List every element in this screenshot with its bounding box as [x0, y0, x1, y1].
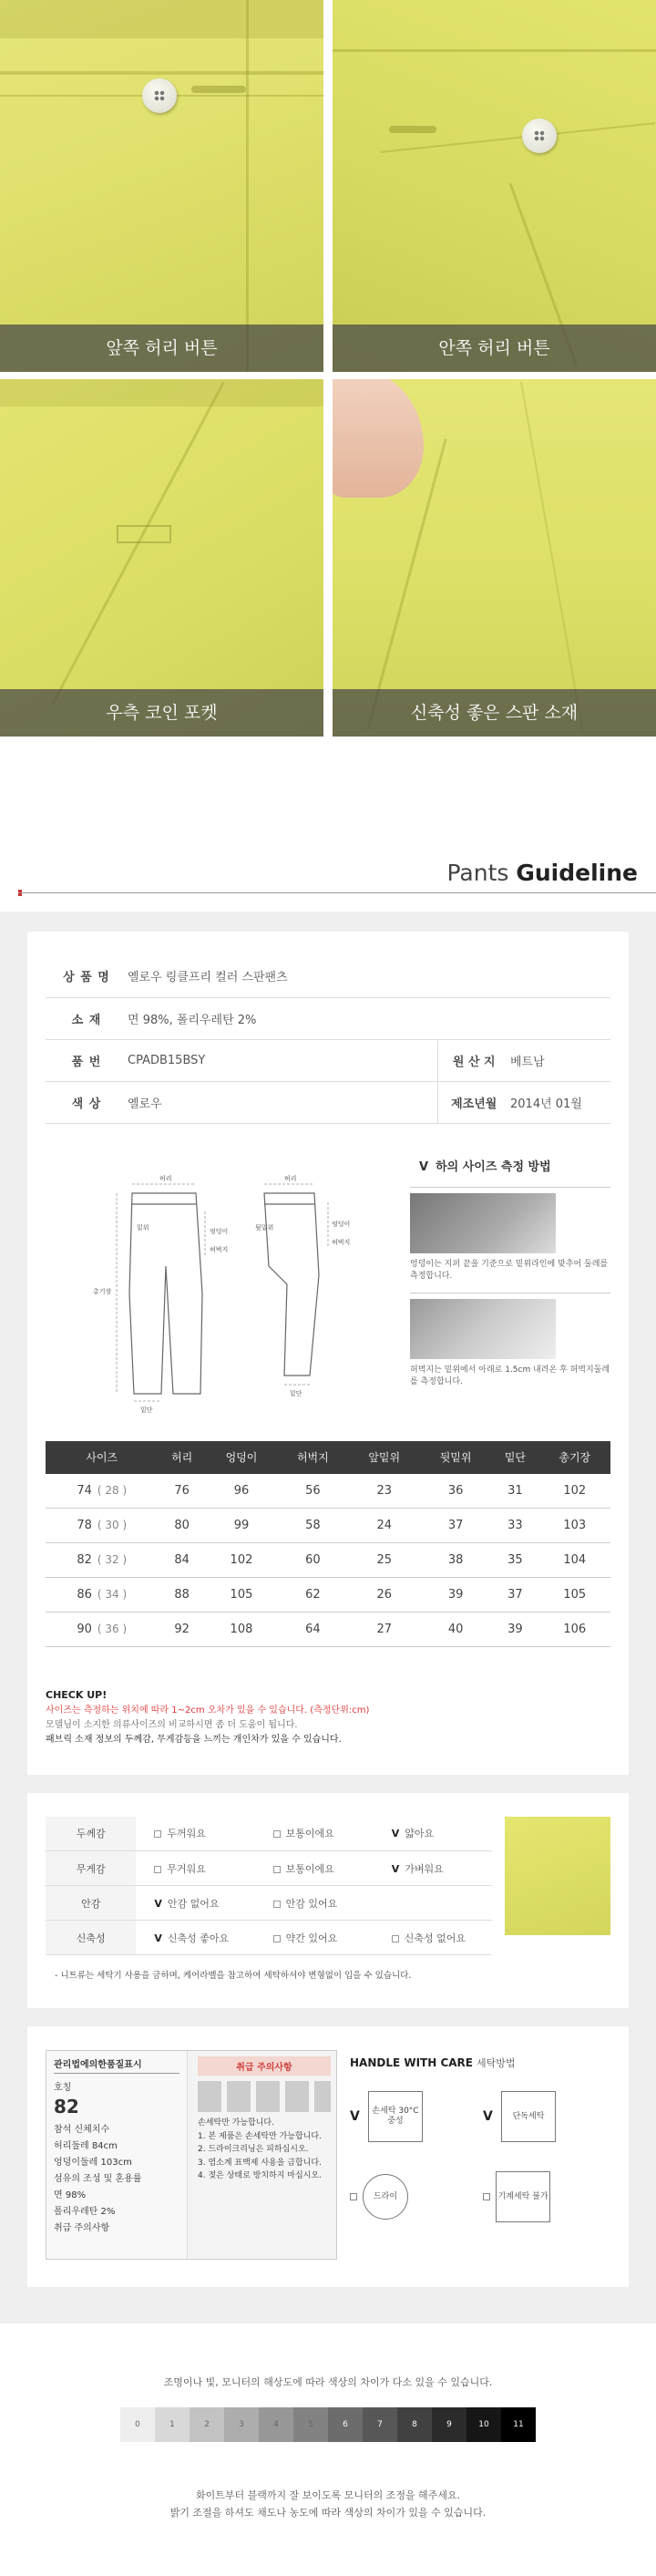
hand-image — [333, 379, 424, 498]
check-up-line: 모델님이 소지한 의류사이즈의 비교하시면 좀 더 도움이 됩니다. — [46, 1719, 298, 1730]
wash-symbol-icon: 손세탁 30°C 중성 — [368, 2091, 423, 2142]
measure-cell: 105 — [539, 1578, 610, 1613]
checkbox-icon — [273, 1830, 281, 1838]
measure-cell: 40 — [420, 1613, 491, 1647]
fabric-option-label: 안감 없어요 — [167, 1897, 220, 1910]
tag-line: 면 98% — [54, 2190, 87, 2201]
diagram-label: 밑위 — [137, 1223, 149, 1231]
fabric-option — [374, 1851, 492, 1886]
product-name: 옐로우 링클프리 컬러 스판팬츠 — [128, 955, 610, 997]
fabric-option-label: 안감 있어요 — [285, 1897, 338, 1910]
measure-cell: 84 — [159, 1543, 206, 1578]
spec-label: 상 품 명 — [46, 955, 128, 997]
product-date: 2014년 01월 — [510, 1081, 610, 1123]
hip-measure-photo — [410, 1193, 556, 1253]
calibration-note: 화이트부터 블랙까지 잘 보이도록 모니터의 조정을 해주세요. — [195, 2489, 461, 2502]
measure-cell: 37 — [420, 1509, 491, 1543]
front-waist-button-photo — [0, 0, 323, 372]
checkbox-icon — [483, 2193, 490, 2200]
tag-line: 허리둘레 84cm — [54, 2141, 118, 2152]
color-swatch — [505, 1817, 610, 1935]
warning-line: 3. 염소계 표백제 사용을 금합니다. — [198, 2158, 322, 2168]
measure-cell: 64 — [277, 1613, 348, 1647]
measure-guide — [401, 1157, 610, 1421]
calibration-note: 조명이나 빛, 모니터의 해상도에 따라 색상의 차이가 다소 있을 수 있습니다. — [163, 2376, 493, 2389]
gray-scale-step: 11 — [501, 2407, 536, 2442]
fabric-row — [46, 1817, 492, 1851]
measure-cell: 105 — [206, 1578, 277, 1613]
calibration-note: 밝기 조절을 하셔도 채도나 농도에 따라 색상의 차이가 있을 수 있습니다. — [169, 2506, 487, 2519]
measure-cell: 103 — [539, 1509, 610, 1543]
fabric-label: 무게감 — [46, 1851, 136, 1886]
size-value: 82 — [77, 1553, 92, 1567]
measure-cell: 58 — [277, 1509, 348, 1543]
divider — [18, 892, 656, 893]
gray-scale-step: 8 — [397, 2407, 432, 2442]
fabric-option-label: 보통이에요 — [285, 1862, 334, 1875]
warning-line: 1. 본 제품은 손세탁만 가능합니다. — [198, 2131, 322, 2141]
measure-cell: 31 — [491, 1474, 538, 1509]
size-cell — [46, 1474, 159, 1509]
size-row — [46, 1509, 610, 1543]
size-cell — [46, 1509, 159, 1543]
size-row — [46, 1578, 610, 1613]
product-fabric: 면 98%, 폴리우레탄 2% — [128, 997, 610, 1039]
check-up-note — [46, 1687, 610, 1747]
size-table — [46, 1441, 610, 1648]
spec-label: 원 산 지 — [437, 1039, 510, 1081]
size-column-header: 엉덩이 — [206, 1441, 277, 1474]
gray-scale-step: 0 — [120, 2407, 155, 2442]
fabric-table — [46, 1817, 492, 1956]
inner-waist-button-photo — [333, 0, 656, 372]
checkbox-icon — [154, 1830, 161, 1838]
checkbox-icon — [154, 1866, 161, 1873]
check-up-line: 사이즈는 측정하는 위치에 따라 1~2cm 오차가 있을 수 있습니다. (측정단위:cm) — [46, 1705, 370, 1716]
measure-cell: 27 — [349, 1613, 420, 1647]
care-label-photo — [46, 2050, 337, 2260]
measure-cell: 96 — [206, 1474, 277, 1509]
spec-label: 제조년월 — [437, 1081, 510, 1123]
fabric-option-label: 약간 있어요 — [285, 1932, 338, 1944]
size-cell — [46, 1613, 159, 1647]
us-size-value: ( 32 ) — [97, 1553, 128, 1566]
size-table-header — [46, 1441, 610, 1474]
diagram-label: 뒷밑위 — [255, 1223, 274, 1231]
wash-symbol-icon: 단독세탁 — [501, 2091, 556, 2142]
fabric-option-label: 두꺼워요 — [167, 1828, 206, 1840]
fabric-option — [255, 1886, 374, 1921]
diagram-label: 허벅지 — [332, 1238, 351, 1246]
measure-cell: 23 — [349, 1474, 420, 1509]
fabric-option-label: 보통이에요 — [285, 1828, 334, 1840]
wash-symbol-icon: 드라이 — [363, 2174, 408, 2220]
gray-scale — [0, 2407, 656, 2442]
tag-line: 참석 신체치수 — [54, 2125, 110, 2136]
fabric-row — [46, 1851, 492, 1886]
button-icon — [522, 118, 557, 153]
fabric-option — [136, 1851, 254, 1886]
size-column-header: 허벅지 — [277, 1441, 348, 1474]
measurement-section — [46, 1157, 610, 1421]
handle-with-care — [346, 2050, 610, 2260]
measure-cell: 80 — [159, 1509, 206, 1543]
photo-grid — [0, 0, 656, 757]
measure-cell: 104 — [539, 1543, 610, 1578]
size-row — [46, 1474, 610, 1509]
measure-cell: 36 — [420, 1474, 491, 1509]
spec-label: 품 번 — [46, 1039, 128, 1081]
check-up-title: CHECK UP! — [46, 1689, 108, 1701]
product-origin: 베트남 — [510, 1039, 610, 1081]
photo-caption: 안쪽 허리 버튼 — [333, 325, 656, 372]
fabric-note: - 니트류는 세탁기 사용을 금하며, 케어라벨을 참고하여 세탁하셔야 변형없이 입을 수 있습니다. — [55, 1971, 412, 1982]
checkbox-icon — [273, 1901, 281, 1908]
gray-scale-step: 3 — [224, 2407, 259, 2442]
check-mark-icon: V — [483, 2109, 493, 2125]
diagram-label: 밑단 — [290, 1389, 302, 1397]
gray-scale-step: 4 — [259, 2407, 293, 2442]
measure-cell: 24 — [349, 1509, 420, 1543]
us-size-value: ( 30 ) — [97, 1519, 128, 1531]
diagram-label: 밑단 — [140, 1406, 153, 1414]
care-symbols-icon — [198, 2081, 331, 2112]
fabric-label: 안감 — [46, 1886, 136, 1921]
size-column-header: 밑단 — [491, 1441, 538, 1474]
thigh-measure-photo — [410, 1299, 556, 1359]
product-code: CPADB15BSY — [128, 1039, 437, 1081]
guideline-panel — [0, 912, 656, 2324]
fabric-option — [374, 1817, 492, 1851]
check-mark-icon: V — [350, 2109, 360, 2125]
size-column-header: 뒷밑위 — [420, 1441, 491, 1474]
measure-cell: 60 — [277, 1543, 348, 1578]
spec-label: 색 상 — [46, 1081, 128, 1123]
size-value: 90 — [77, 1623, 92, 1636]
size-row — [46, 1613, 610, 1647]
fabric-label: 두께감 — [46, 1817, 136, 1851]
guideline-title: Pants Guideline — [446, 860, 638, 886]
measure-cell: 33 — [491, 1509, 538, 1543]
photo-caption: 앞쪽 허리 버튼 — [0, 325, 323, 372]
color-calibration — [0, 2324, 656, 2576]
fabric-option — [136, 1921, 254, 1955]
warning-line: 4. 젖은 상태로 방치하지 마십시오. — [198, 2171, 322, 2181]
size-value: 86 — [77, 1588, 92, 1602]
pants-outline-icon — [46, 1157, 401, 1421]
check-mark-icon: V — [391, 1862, 400, 1875]
spec-label: 소 재 — [46, 997, 128, 1039]
tag-title: 관리법에의한품질표시 — [54, 2056, 179, 2074]
fabric-option — [136, 1886, 254, 1921]
us-size-value: ( 34 ) — [97, 1588, 128, 1601]
fabric-card — [27, 1793, 629, 2009]
fabric-row — [46, 1886, 492, 1921]
photo-caption: 신축성 좋은 스판 소재 — [333, 689, 656, 737]
checkbox-icon — [273, 1935, 281, 1942]
fabric-option-label: 신축성 좋아요 — [167, 1932, 230, 1944]
size-value: 74 — [77, 1483, 92, 1498]
spec-table — [46, 955, 610, 1124]
care-symbol-item — [483, 2159, 607, 2234]
measure-cell: 106 — [539, 1613, 610, 1647]
measure-cell: 39 — [420, 1578, 491, 1613]
checkbox-icon — [350, 2193, 357, 2200]
gray-scale-step: 6 — [328, 2407, 363, 2442]
measure-cell: 26 — [349, 1578, 420, 1613]
hwc-title: HANDLE WITH CARE — [350, 2056, 473, 2070]
care-symbol-item — [350, 2079, 474, 2154]
size-cell — [46, 1543, 159, 1578]
warning-line: 2. 드라이크리닝은 피하십시오. — [198, 2145, 309, 2155]
fabric-option — [136, 1817, 254, 1851]
gray-scale-step: 1 — [155, 2407, 190, 2442]
gray-scale-step: 7 — [363, 2407, 397, 2442]
fabric-label: 신축성 — [46, 1921, 136, 1955]
diagram-label: 총기장 — [93, 1287, 112, 1295]
measure-cell: 37 — [491, 1578, 538, 1613]
tag-line: 폴리우레탄 2% — [54, 2207, 116, 2218]
fabric-option — [255, 1817, 374, 1851]
checkbox-icon — [273, 1866, 281, 1873]
gray-scale-step: 5 — [293, 2407, 328, 2442]
size-column-header: 사이즈 — [46, 1441, 159, 1474]
care-symbol-item — [483, 2079, 607, 2154]
coin-pocket-photo — [0, 379, 323, 737]
tag-line: 엉덩이둘레 103cm — [54, 2158, 132, 2169]
measure-note: 허벅지는 밑위에서 아래로 1.5cm 내려온 후 허벅지둘레를 측정합니다. — [410, 1365, 610, 1386]
size-column-header: 총기장 — [539, 1441, 610, 1474]
check-mark-icon: V — [154, 1932, 162, 1944]
fabric-option-label: 무거워요 — [167, 1862, 206, 1875]
stretch-fabric-photo — [333, 379, 656, 737]
us-size-value: ( 28 ) — [97, 1483, 128, 1497]
measure-cell: 56 — [277, 1474, 348, 1509]
measure-cell: 38 — [420, 1543, 491, 1578]
gray-scale-step: 9 — [432, 2407, 466, 2442]
tag-line: 호칭 — [54, 2083, 72, 2094]
size-column-header: 허리 — [159, 1441, 206, 1474]
warning-title: 취급 주의사항 — [198, 2056, 331, 2076]
diagram-label: 엉덩이 — [332, 1220, 351, 1228]
fabric-option — [255, 1851, 374, 1886]
product-color: 옐로우 — [128, 1081, 437, 1123]
fabric-option — [374, 1886, 492, 1921]
measure-cell: 88 — [159, 1578, 206, 1613]
measure-heading: 하의 사이즈 측정 방법 — [436, 1159, 551, 1174]
hwc-subtitle: 세탁방법 — [477, 2057, 516, 2070]
tag-line: 82 — [54, 2096, 79, 2118]
measure-note: 엉덩이는 지퍼 끝을 기준으로 밑위라인에 맞추어 둘레를 측정합니다. — [410, 1259, 609, 1281]
measure-cell: 39 — [491, 1613, 538, 1647]
care-symbol-item — [350, 2159, 474, 2234]
us-size-value: ( 36 ) — [97, 1623, 128, 1635]
fabric-option-label: 얇아요 — [405, 1828, 435, 1840]
measure-cell: 76 — [159, 1474, 206, 1509]
warning-line: 손세탁만 가능합니다. — [198, 2118, 274, 2128]
measure-cell: 99 — [206, 1509, 277, 1543]
measure-cell: 108 — [206, 1613, 277, 1647]
measure-cell: 102 — [539, 1474, 610, 1509]
diagram-label: 허리 — [284, 1174, 297, 1182]
checkbox-icon — [392, 1935, 399, 1942]
wash-symbol-icon: 기계세탁 불가 — [496, 2171, 550, 2222]
diagram-label: 허벅지 — [210, 1245, 229, 1253]
diagram-label: 엉덩이 — [210, 1227, 229, 1235]
care-card — [27, 2026, 629, 2287]
check-mark-icon: V — [391, 1828, 400, 1840]
size-value: 78 — [77, 1519, 92, 1532]
size-column-header: 앞밑위 — [349, 1441, 420, 1474]
check-mark-icon: V — [419, 1159, 429, 1174]
measure-cell: 25 — [349, 1543, 420, 1578]
gray-scale-step: 10 — [466, 2407, 501, 2442]
photo-caption: 우측 코인 포켓 — [0, 689, 323, 737]
check-mark-icon: V — [154, 1897, 162, 1910]
measure-cell: 102 — [206, 1543, 277, 1578]
check-up-line: 패브릭 소재 정보의 두께감, 무게감등을 느끼는 개인차가 있을 수 있습니다. — [46, 1734, 342, 1745]
tag-line: 섬유의 조성 및 혼용률 — [54, 2174, 142, 2185]
size-cell — [46, 1578, 159, 1613]
fabric-option — [255, 1921, 374, 1955]
tag-line: 취급 주의사항 — [54, 2223, 110, 2234]
diagram-label: 허리 — [159, 1174, 172, 1182]
pants-diagram — [46, 1157, 401, 1421]
fabric-option-label: 신축성 없어요 — [404, 1932, 466, 1944]
fabric-row — [46, 1921, 492, 1955]
measure-cell: 62 — [277, 1578, 348, 1613]
spec-card — [27, 932, 629, 1775]
fabric-option — [374, 1921, 492, 1955]
measure-cell: 35 — [491, 1543, 538, 1578]
measure-cell: 92 — [159, 1613, 206, 1647]
guideline-header — [0, 811, 656, 912]
gray-scale-step: 2 — [190, 2407, 224, 2442]
fabric-option-label: 가벼워요 — [405, 1862, 444, 1875]
button-icon — [142, 78, 177, 113]
size-row — [46, 1543, 610, 1578]
